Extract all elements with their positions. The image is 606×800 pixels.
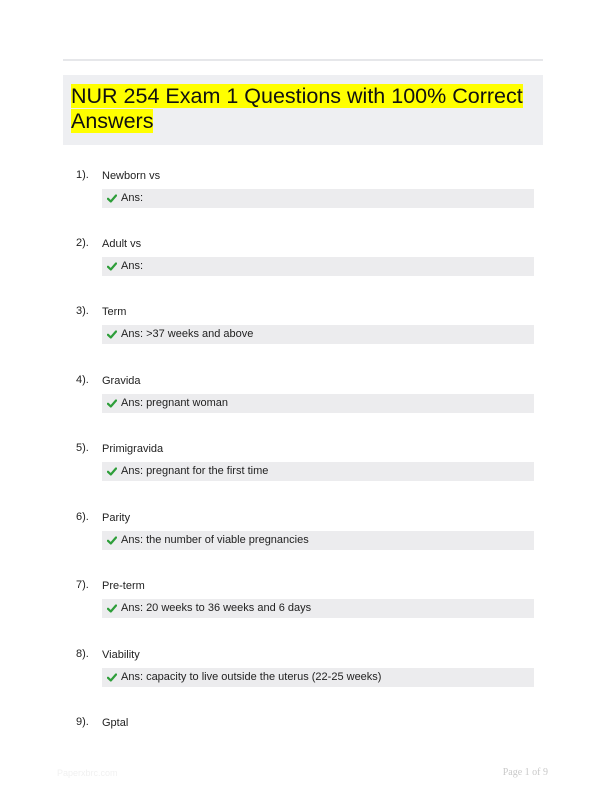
footer-watermark: Paperxbrc.com [57,768,118,778]
question-item [63,648,543,708]
checkmark-icon [107,467,117,476]
checkmark-icon [107,262,117,271]
question-text: Gravida [102,375,141,387]
answer-text: Ans: [121,260,144,272]
question-text: Adult vs [102,238,142,250]
question-item [63,579,543,639]
question-item [63,305,543,365]
answer-box [102,189,534,208]
question-number: 3). [76,305,89,317]
question-text: Primigravida [102,443,164,455]
question-item [63,511,543,571]
question-number: 6). [76,511,89,523]
document-title-text: NUR 254 Exam 1 Questions with 100% Correct Answers [71,84,523,133]
question-item [63,442,543,502]
question-item [63,716,543,776]
question-number: 8). [76,648,89,660]
answer-text: Ans: 20 weeks to 36 weeks and 6 days [121,602,312,614]
checkmark-icon [107,194,117,203]
question-number: 5). [76,442,89,454]
answer-box [102,325,534,344]
checkmark-icon [107,604,117,613]
checkmark-icon [107,536,117,545]
answer-text: Ans: pregnant for the first time [121,465,269,477]
page-indicator: Page 1 of 9 [502,767,548,778]
question-item [63,374,543,434]
answer-box [102,599,534,618]
question-text: Term [102,306,127,318]
answer-text: Ans: [121,192,144,204]
question-number: 7). [76,579,89,591]
title-banner [63,75,543,145]
question-item [63,237,543,297]
question-text: Parity [102,512,131,524]
answer-text: Ans: >37 weeks and above [121,328,254,340]
document-title [71,84,531,134]
answer-box [102,257,534,276]
question-number: 2). [76,237,89,249]
checkmark-icon [107,673,117,682]
answer-text: Ans: pregnant woman [121,397,229,409]
question-text: Viability [102,649,140,661]
top-divider [63,59,543,61]
answer-text: Ans: capacity to live outside the uterus (22-25 weeks) [121,671,382,683]
answer-box [102,462,534,481]
question-text: Newborn vs [102,170,161,182]
question-number: 4). [76,374,89,386]
answer-box [102,668,534,687]
answer-text: Ans: the number of viable pregnancies [121,534,309,546]
checkmark-icon [107,399,117,408]
question-text: Gptal [102,717,129,729]
answer-box [102,531,534,550]
question-text: Pre-term [102,580,145,592]
question-item [63,169,543,229]
answer-box [102,394,534,413]
question-number: 1). [76,169,89,181]
checkmark-icon [107,330,117,339]
question-number: 9). [76,716,89,728]
